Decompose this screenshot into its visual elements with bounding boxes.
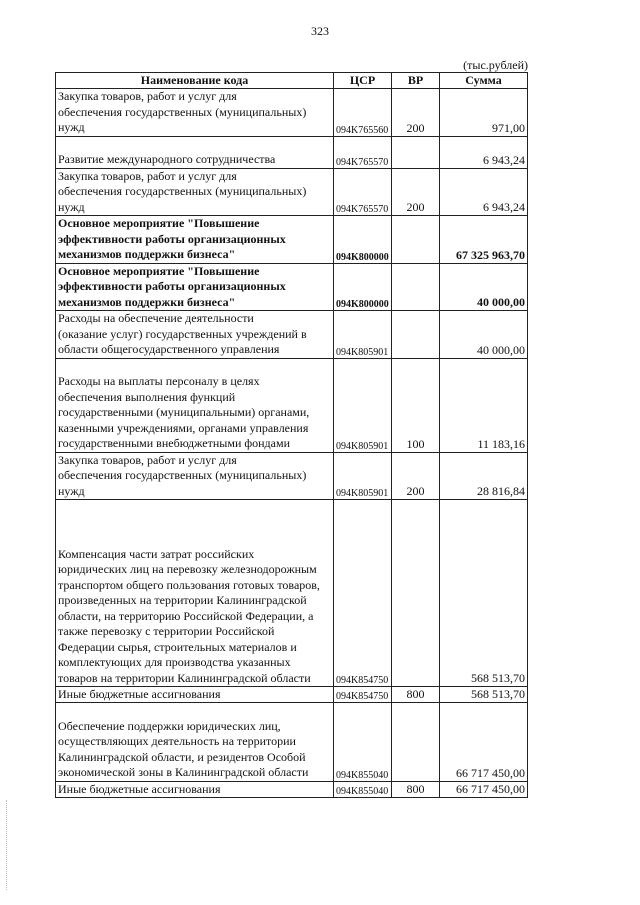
budget-table <box>55 72 528 798</box>
header-row <box>56 73 528 89</box>
row-vr: 200 <box>392 89 440 137</box>
row-vr: 100 <box>392 358 440 452</box>
row-sum: 6 943,24 <box>440 168 528 216</box>
row-sum: 11 183,16 <box>440 358 528 452</box>
row-csr: 094K855040 <box>334 703 392 782</box>
row-name: Основное мероприятие "Повышение эффективности работы организационных механизмов поддержки бизнеса" <box>56 263 334 311</box>
row-sum: 568 513,70 <box>440 500 528 687</box>
row-sum: 66 717 450,00 <box>440 781 528 797</box>
row-vr <box>392 263 440 311</box>
table-row <box>56 500 528 687</box>
row-csr: 094K854750 <box>334 687 392 703</box>
row-sum: 66 717 450,00 <box>440 703 528 782</box>
row-csr: 094K854750 <box>334 500 392 687</box>
row-name: Закупка товаров, работ и услуг для обеспечения государственных (муниципальных) нужд <box>56 168 334 216</box>
row-name: Обеспечение поддержки юридических лиц, осуществляющих деятельность на территории Калининградской области, и резидентов Особой экономической зоны в Калининградской области <box>56 703 334 782</box>
table-row <box>56 216 528 264</box>
header-vr: ВР <box>392 73 440 89</box>
units-label: (тыс.рублей) <box>463 58 528 72</box>
row-csr: 094K800000 <box>334 263 392 311</box>
row-sum: 971,00 <box>440 89 528 137</box>
row-name: Основное мероприятие "Повышение эффективности работы организационных механизмов поддержки бизнеса" <box>56 216 334 264</box>
row-csr: 094K805901 <box>334 452 392 500</box>
row-csr: 094K805901 <box>334 311 392 359</box>
row-sum: 568 513,70 <box>440 687 528 703</box>
row-csr: 094K765570 <box>334 168 392 216</box>
row-csr: 094K855040 <box>334 781 392 797</box>
row-name: Расходы на выплаты персоналу в целях обеспечения выполнения функций государственными (муниципальными) органами, казенными учреждениями, органами управления государственными внебюджетными фондами <box>56 358 334 452</box>
page-number: 323 <box>311 24 329 38</box>
table-row <box>56 168 528 216</box>
row-name: Закупка товаров, работ и услуг для обеспечения государственных (муниципальных) нужд <box>56 452 334 500</box>
row-csr: 094K765560 <box>334 89 392 137</box>
row-sum: 40 000,00 <box>440 311 528 359</box>
row-vr <box>392 136 440 168</box>
row-vr: 800 <box>392 781 440 797</box>
row-vr <box>392 703 440 782</box>
header-csr: ЦСР <box>334 73 392 89</box>
table-row <box>56 781 528 797</box>
row-sum: 6 943,24 <box>440 136 528 168</box>
table-row <box>56 311 528 359</box>
table-row <box>56 136 528 168</box>
row-name: Иные бюджетные ассигнования <box>56 781 334 797</box>
table-row <box>56 452 528 500</box>
row-vr <box>392 216 440 264</box>
row-name: Компенсация части затрат российских юридических лиц на перевозку железнодорожным транспортом общего пользования готовых товаров, произведенных на территории Калининградской области, на территорию Российской Федерации, а также перевозку с территории Российской Федерации сырья, строительных материалов и комплектующих для производства указанных товаров на территории Калининградской области <box>56 500 334 687</box>
row-name: Закупка товаров, работ и услуг для обеспечения государственных (муниципальных) нужд <box>56 89 334 137</box>
header-name: Наименование кода <box>56 73 334 89</box>
row-vr: 800 <box>392 687 440 703</box>
row-sum: 40 000,00 <box>440 263 528 311</box>
row-vr: 200 <box>392 452 440 500</box>
row-csr: 094K805901 <box>334 358 392 452</box>
row-name: Развитие международного сотрудничества <box>56 136 334 168</box>
row-csr: 094K800000 <box>334 216 392 264</box>
row-name: Расходы на обеспечение деятельности (оказание услуг) государственных учреждений в области общегосударственного управления <box>56 311 334 359</box>
row-vr <box>392 311 440 359</box>
table-row <box>56 263 528 311</box>
table-row <box>56 89 528 137</box>
table-row <box>56 703 528 782</box>
row-sum: 67 325 963,70 <box>440 216 528 264</box>
row-vr: 200 <box>392 168 440 216</box>
header-sum: Сумма <box>440 73 528 89</box>
table-row <box>56 358 528 452</box>
row-name: Иные бюджетные ассигнования <box>56 687 334 703</box>
row-vr <box>392 500 440 687</box>
scan-margin-dots <box>6 800 9 890</box>
row-sum: 28 816,84 <box>440 452 528 500</box>
row-csr: 094K765570 <box>334 136 392 168</box>
table-row <box>56 687 528 703</box>
